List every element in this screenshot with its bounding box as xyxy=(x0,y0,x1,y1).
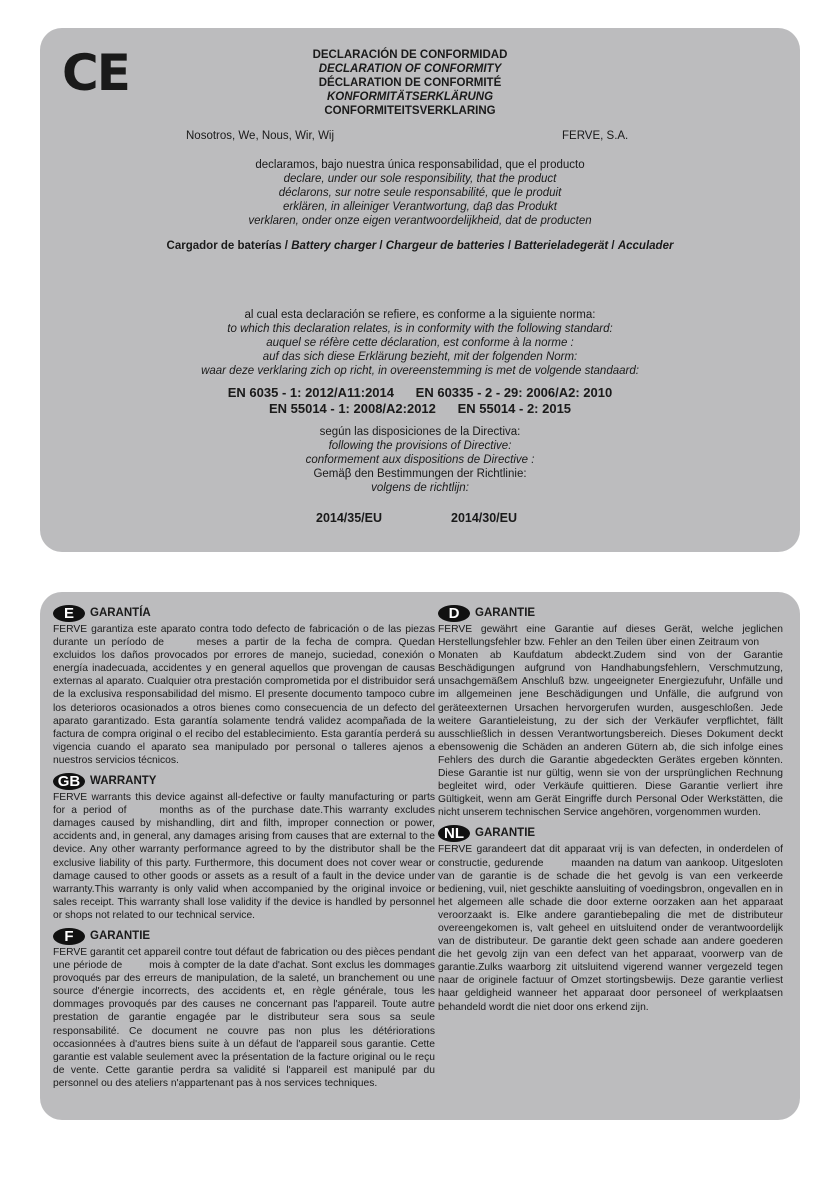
directive-nl: volgens de richtlijn: xyxy=(371,482,469,494)
section-text: FERVE gewährt eine Garantie auf dieses Gerät, welche jeglichen Herstellungsfehler bzw. Fehler an den Teilen über einen Zeitraum von Monaten ab Kaufdatum abdeckt.Zudem sind von der Garantie Beschädigungen aufgrund von Handhabungsfehlern, Verschmutzung, unsachgemäßem Anschluß bzw. ungeeigneter Energiezufuhr, Unfälle und im allgemeinen jene Beschädigungen und Unfälle, die aufgrund von geräteexternen Ursachen hervorgerufen wurden, ausgeschloßen. Jede weitere Garantieleistung, zu der sich der Verkäufer verpflichtet, fällt ausschließlich in dessen Verantwortungsbereich. Dieses Dokument deckt ebensowenig die Schäden an anderen Gütern ab, die sich infolge eines Fehlers des durch die Garantie abgedeckten Gerätes ergeben könnten. Diese Garantie ist nur gültig, wenn sie von der ursprünglichen Rechnung begleitet wird, oder Verkäufe quittieren. Diese Garantie verliert ihre Gültigkeit, wenn am Gerät Eingriffe durch Personal Oder Werkstätten, die nicht unserem technischen Service angehören, vorgenommen wurden. xyxy=(438,624,783,819)
directive-en: following the provisions of Directive: xyxy=(328,440,512,452)
sep: / xyxy=(608,240,618,252)
section-title: GARANTIE xyxy=(475,827,536,840)
product-en: Battery charger xyxy=(291,240,377,252)
standard-line: EN 55014 - 1: 2008/A2:2012 EN 55014 - 2: 2015 xyxy=(268,401,572,416)
conformity-nl: waar deze verklaring zich op richt, in overeenstemming is met de volgende standaard: xyxy=(201,365,639,377)
title-nl: CONFORMITEITSVERKLARING xyxy=(324,105,496,117)
section-text: FERVE garandeert dat dit apparaat vrij is van defecten, in onderdelen of constructie, gedurende maanden na datum van aankoop. Uitgesloten van de garantie is de schade die het gevolg is van een verkeerde bediening, vuil, niet geschikte aansluiting of voedingsbron, ongevallen en in het algemeen alle schade die door externe oorzaken aan het apparaat veroorzaakt is. Elke andere garantiebepaling die met de distributeur overeengekomen is, valt geheel en uitsluitend onder de verantwoordelijk van de distributeur. De garantie dekt geen schade aan andere goederen die het gevolg zijn van een defect van het apparaat, voorwerp van de garantie.Zulks waarborg zit uitsluitend vigerend wanner vergezeld tegen naar de originele factuur of Omzet stortingsbewijs. Deze garantie verliest haar geldigheid wanneer het apparaat door personeel of werkplaatsen behandeld wordt die niet door ons erkend zijn. xyxy=(438,844,783,1013)
product-fr: Chargeur de batteries xyxy=(385,240,505,252)
warranty-section-gb xyxy=(53,773,435,922)
warranty-section-fr xyxy=(53,928,435,1090)
warranty-column-left xyxy=(53,605,435,1096)
declare-fr: déclarons, sur notre seule responsabilité, que le produit xyxy=(278,187,562,199)
section-text: FERVE garantiza este aparato contra todo defecto de fabricación o de las piezas durante un período de meses a partir de la fecha de compra. Quedan excluidos los daños provocados por errores de manejo, suciedad, conexión o energía inadecuada, accidentes y en general aquellos que provengan de causas externas al aparato. Cualquier otra prestación comprometida por el distribuidor será de la exclusiva responsabilidad del mismo. El presente documento tampoco cubre los deterioros ocasionados a otros bienes como consecuencia de un defecto del aparato garantizado. Esta garantía solamente tendrá validez acompañada de la factura de compra original o el recibo del establecimiento. Esta garantía perderá su vigencia cuando el aparato sea manipulado por personal o talleres ajenos a nuestros servicios técnicos. xyxy=(53,624,435,766)
declare-nl: verklaren, onder onze eigen verantwoordelijkheid, dat de producten xyxy=(248,215,592,227)
section-title: GARANTIE xyxy=(90,929,151,942)
declaration-titles xyxy=(210,48,610,118)
declare-block xyxy=(40,158,800,228)
title-fr: DÉCLARATION DE CONFORMITÉ xyxy=(318,77,502,89)
directive-de: Gemäβ den Bestimmungen der Richtlinie: xyxy=(313,468,527,480)
declare-es: declaramos, bajo nuestra única responsabilidad, que el producto xyxy=(255,159,585,171)
directive-emc: 2014/30/EU xyxy=(451,511,518,525)
language-badge: NL xyxy=(438,825,470,842)
we-label: Nosotros, We, Nous, Wir, Wij xyxy=(186,130,335,142)
directive-lvd: 2014/35/EU xyxy=(316,511,383,525)
language-badge: F xyxy=(53,928,85,945)
section-title: GARANTÍA xyxy=(90,606,151,619)
title-en: DECLARATION OF CONFORMITY xyxy=(318,63,502,75)
section-title: WARRANTY xyxy=(90,774,157,787)
declare-en: declare, under our sole responsibility, that the product xyxy=(283,173,557,185)
warranty-panel xyxy=(40,592,800,1120)
directive-es: según las disposiciones de la Directiva: xyxy=(319,426,521,438)
language-badge: D xyxy=(438,605,470,622)
directive-fr: conformement aux dispositions de Directive : xyxy=(305,454,535,466)
product-name xyxy=(40,240,800,252)
sep: / xyxy=(281,240,292,252)
conformity-de: auf das sich diese Erklärung bezieht, mit der folgenden Norm: xyxy=(262,351,578,363)
section-text: FERVE garantit cet appareil contre tout défaut de fabrication ou des pièces pendant une période de mois à compter de la date d'achat. Sont exclus les dommages provoqués par des erreurs de manipulation, de la saleté, un branchement ou une source d'énergie incorrects, des accidents et, en règle générale, tous les dommages provoqués par des causes ne concernant pas l'appareil. Toute autre prestation de garantie engagée par le distributeur sera sous sa seule responsabilité. Ce document ne couvre pas non plus les détériorations occasionnées à d'autres biens suite à un défaut de l'appareil sous garantie. Cette garantie est valable seulement avec la présentation de la facture original ou le reçu de vente. Cette garantie perdra sa validité si l'appareil est manipulé par du personnel ou des ateliers n'appartenant pas à nos services techniques. xyxy=(53,946,435,1089)
conformity-block xyxy=(40,308,800,378)
conformity-en: to which this declaration relates, is in conformity with the following standard: xyxy=(227,323,613,335)
declaration-of-conformity-panel xyxy=(40,28,800,552)
title-de: KONFORMITÄTSERKLÄRUNG xyxy=(326,91,494,103)
conformity-fr: auquel se réfère cette déclaration, est conforme à la norme : xyxy=(266,337,574,349)
warranty-section-es xyxy=(53,605,435,767)
standard-line: EN 6035 - 1: 2012/A11:2014 EN 60335 - 2 - 29: 2006/A2: 2010 xyxy=(227,385,613,400)
product-nl: Acculader xyxy=(617,240,674,252)
section-title: GARANTIE xyxy=(475,606,536,619)
product-es: Cargador de baterías xyxy=(166,240,282,252)
sep: / xyxy=(376,240,386,252)
company-name: FERVE, S.A. xyxy=(562,130,629,142)
standards-list xyxy=(40,385,800,417)
conformity-es: al cual esta declaración se refiere, es conforme a la siguiente norma: xyxy=(244,309,596,321)
directive-block xyxy=(40,425,800,495)
title-es: DECLARACIÓN DE CONFORMIDAD xyxy=(312,49,508,61)
language-badge: E xyxy=(53,605,85,622)
warranty-section-de xyxy=(438,605,783,819)
section-text: FERVE warrants this device against all-defective or faulty manufacturing or parts for a period of months as of the purchase date.This warranty excludes damages caused by mishandling, dirt and filth, improper connection or power, accidents and, in general, any damages arising from causes that are external to the device. Any other warranty performance agreed to by the distributor shall be the exclusive liability of this party. Furthermore, this document does not cover wear or damage caused to other goods or assets as a result of a fault in the device under warranty.This warranty is only valid when accompanied by the original invoice or sales receipt. This warranty shall lose validity if the device is handled by personnel or shops not related to our technical service. xyxy=(53,792,435,921)
warranty-section-nl xyxy=(438,825,783,1013)
product-de: Batterieladegerät xyxy=(514,240,609,252)
language-badge: GB xyxy=(53,773,85,790)
declare-de: erklären, in alleiniger Verantwortung, daβ das Produkt xyxy=(283,201,557,213)
sep: / xyxy=(504,240,515,252)
warranty-column-right xyxy=(438,605,783,1020)
ce-mark-logo: CE xyxy=(62,44,129,102)
